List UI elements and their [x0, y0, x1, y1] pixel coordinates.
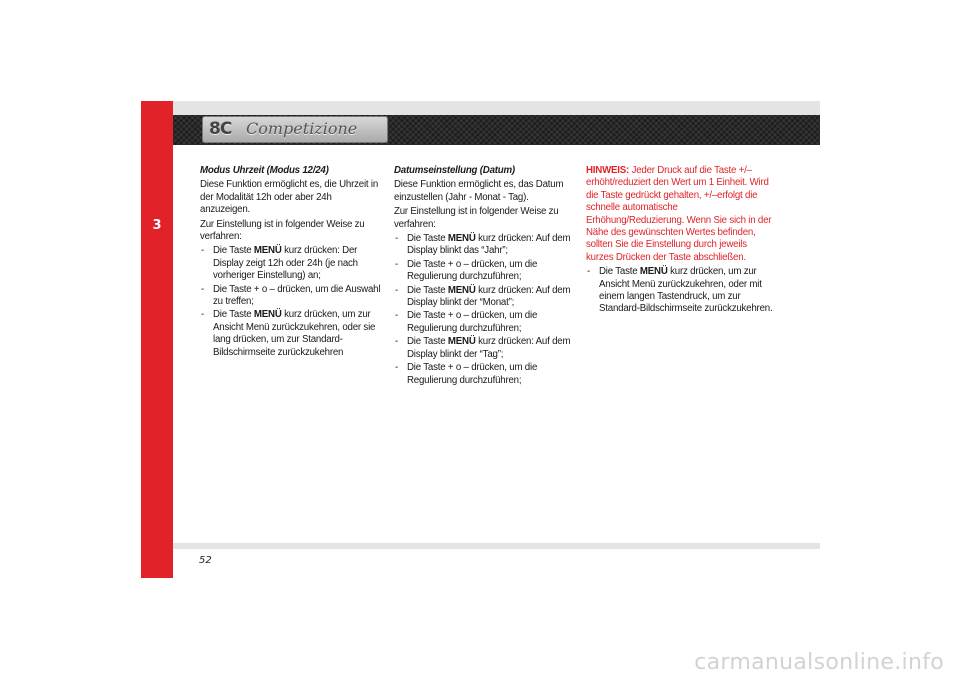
- steps-list: [394, 233, 574, 387]
- footer-bar: [173, 543, 820, 549]
- list-item: [394, 310, 574, 335]
- note-text: Jeder Druck auf die Taste +/– erhöht/reduziert den Wert um 1 Einheit. Wird die Taste gedrückt gehalten, +/–erfolgt die schnelle automatische Erhöhung/Reduzierung. Wenn Sie sich in der Nähe des gewünschten Wertes befinden, sollten Sie die Einstellung durch jeweils kurzes Drücken der Taste abschließen.: [586, 165, 772, 263]
- steps-list: [586, 266, 776, 316]
- list-item: [200, 309, 382, 359]
- list-item: [586, 266, 776, 316]
- chapter-number: 3: [152, 218, 162, 233]
- section-heading: Modus Uhrzeit (Modus 12/24): [200, 165, 329, 176]
- paragraph: Diese Funktion ermöglicht es, die Uhrzeit in der Modalität 12h oder aber 24h anzuzeigen.: [200, 179, 379, 216]
- item-text: kurz drücken: Auf dem Display blinkt der “Monat”;: [407, 284, 571, 309]
- key-label: MENÜ: [253, 245, 282, 257]
- steps-list: [200, 245, 382, 359]
- list-item: [394, 362, 574, 387]
- item-text: kurz drücken: Auf dem Display blinkt der “Tag”;: [407, 336, 571, 360]
- header-strip: [173, 101, 820, 115]
- item-text: Die Taste + o – drücken, um die Regulierung durchzuführen;: [407, 310, 538, 334]
- section-heading: Datumseinstellung (Datum): [394, 165, 515, 176]
- item-text: kurz drücken: Auf dem Display blinkt das “Jahr”;: [407, 233, 571, 257]
- chapter-tab: [141, 101, 173, 578]
- list-item: [394, 233, 574, 258]
- watermark: carmanualsonline.info: [694, 650, 944, 675]
- key-label: MENÜ: [447, 284, 476, 296]
- item-text: kurz drücken, um zur Ansicht Menü zurückzukehren, oder mit einem langen Tastendruck, um zur Standard-Bildschirmseite zurückzukehren.: [599, 266, 773, 315]
- item-text: Die Taste + o – drücken, um die Regulierung durchzuführen;: [407, 258, 538, 283]
- column-date-setting: [394, 165, 574, 388]
- item-text: Die Taste: [213, 245, 254, 257]
- item-text: Die Taste: [599, 266, 640, 278]
- list-item: [394, 285, 574, 310]
- paragraph: Diese Funktion ermöglicht es, das Datum einzustellen (Jahr - Monat - Tag).: [394, 179, 564, 203]
- item-text: Die Taste: [407, 336, 448, 348]
- item-text: kurz drücken: Der Display zeigt 12h oder 24h (je nach vorheriger Einstellung) an;: [213, 245, 358, 282]
- paragraph: Zur Einstellung ist in folgender Weise zu verfahren:: [200, 218, 365, 243]
- key-label: MENÜ: [639, 266, 668, 278]
- logo: [202, 116, 388, 143]
- note-label: HINWEIS:: [586, 165, 630, 176]
- item-text: Die Taste: [213, 309, 254, 321]
- paragraph: Zur Einstellung ist in folgender Weise zu verfahren:: [394, 206, 559, 230]
- logo-script: Competizione: [246, 119, 358, 138]
- key-label: MENÜ: [253, 309, 282, 321]
- logo-mark: 8C: [209, 119, 232, 139]
- note-paragraph: [586, 165, 776, 264]
- item-text: kurz drücken, um zur Ansicht Menü zurückzukehren, oder sie lang drücken, um zur Standard-Bildschirmseite zurückzukehren: [213, 309, 376, 358]
- key-label: MENÜ: [447, 233, 476, 245]
- list-item: [394, 259, 574, 284]
- list-item: [394, 336, 574, 361]
- column-time-mode: [200, 165, 382, 360]
- list-item: [200, 245, 382, 282]
- key-label: MENÜ: [447, 336, 476, 348]
- page-number: 52: [199, 555, 212, 566]
- item-text: Die Taste: [407, 233, 448, 245]
- item-text: Die Taste: [407, 284, 448, 296]
- item-text: Die Taste + o – drücken, um die Regulierung durchzuführen;: [407, 362, 538, 386]
- column-note: [586, 165, 776, 317]
- item-text: Die Taste + o – drücken, um die Auswahl zu treffen;: [213, 283, 381, 308]
- list-item: [200, 284, 382, 309]
